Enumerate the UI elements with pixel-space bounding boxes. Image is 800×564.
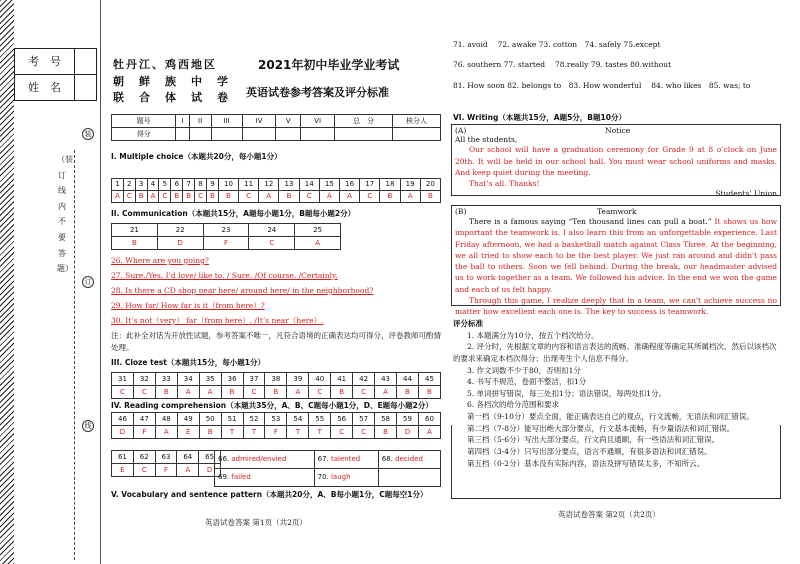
q-number-cell: 60 bbox=[418, 413, 440, 426]
grading-item: 3. 作文词数不少于80，否则扣1分 bbox=[467, 365, 581, 375]
writing-a-greeting: All the students, bbox=[455, 135, 518, 144]
q-number-cell: 19 bbox=[400, 179, 420, 191]
writing-a-box bbox=[451, 124, 781, 199]
q-number-cell: 57 bbox=[353, 413, 375, 426]
writing-a-label: (A) bbox=[455, 126, 467, 135]
score-input-cell[interactable] bbox=[276, 128, 301, 141]
school-line: 牡丹江、鸡西地区 bbox=[113, 58, 217, 71]
q-answer-cell: B bbox=[135, 191, 147, 203]
answers-row-3: 81. How soon 82. belongs to 83. How wonderful 84. who likes 85. was; to bbox=[453, 80, 751, 90]
word-70: 70. laugh bbox=[314, 469, 378, 487]
q-number-cell: 31 bbox=[112, 373, 134, 386]
q-answer-cell: T bbox=[221, 426, 243, 439]
q-answer-cell: B bbox=[207, 191, 219, 203]
section-1-title: I. Multiple choice（本题共20分，每小题1分） bbox=[111, 152, 282, 161]
q-number-cell: 2 bbox=[123, 179, 135, 191]
q-answer-cell: D bbox=[112, 426, 134, 439]
q-number-cell: 44 bbox=[396, 373, 418, 386]
page-1-footer: 英语试卷答案 第1页（共2页） bbox=[205, 518, 307, 527]
q-number-cell: 63 bbox=[155, 451, 177, 464]
q-answer-cell: B bbox=[375, 426, 397, 439]
q-answer-cell: A bbox=[177, 464, 199, 477]
writing-a-sign: Students’ Union bbox=[715, 189, 777, 199]
grading-item: 第二档（7-8分）能写出绝大部分要点，行文基本流畅，有少量语法和词汇错误。 bbox=[467, 423, 735, 433]
q-number-cell: 17 bbox=[360, 179, 380, 191]
section-4e-table bbox=[111, 450, 221, 477]
margin-border bbox=[100, 0, 101, 564]
q-answer-cell: T bbox=[243, 426, 265, 439]
score-header-cell: IV bbox=[242, 115, 276, 128]
q-answer-cell: C bbox=[123, 191, 135, 203]
hatch-strip bbox=[0, 0, 14, 564]
grading-item: 2. 评分时，先根据文章的内容和语言表达的流畅、准确程度等确定其所属档次，然后以该档次的要求来确定本档次得分；出现考生个人信息不得分。 bbox=[453, 342, 777, 363]
q-answer-cell: A bbox=[339, 191, 359, 203]
grading-frame bbox=[451, 425, 781, 499]
writing-b-paragraph-1: There is a famous saying “Ten thousand lines can pull a boat.” It shows us how important the teamwork is. I also learn this from an unforgettable experience. Last Friday afternoon, we had a basketball match against Class Three. At the beginning, we all tried to show each to be the best player. We just ran around and didn't pass the ball to others. Soon we fell behind. During the break, our headmaster advised us to work together as a team. We followed his advice. In the end we won the game and each of us felt happy. bbox=[455, 217, 777, 294]
score-input-cell[interactable] bbox=[176, 128, 189, 141]
q-answer-cell: T bbox=[309, 426, 331, 439]
q-number-cell: 34 bbox=[177, 373, 199, 386]
q-number-cell: 61 bbox=[112, 451, 134, 464]
score-header-cell: VI bbox=[301, 115, 335, 128]
section-3-table bbox=[111, 372, 441, 399]
writing-a-body: Our school will have a graduation ceremony for Grade 9 at 8 o’clock on June 20th. It will be held in our school hall. You must wear school uniforms and masks. And keep quiet during the meeting. bbox=[455, 145, 777, 177]
q-answer-cell: T bbox=[287, 426, 309, 439]
grading-item: 1. 本题满分为10分，按五个档次给分。 bbox=[467, 330, 599, 340]
section-4-table bbox=[111, 412, 441, 439]
q-number-cell: 24 bbox=[249, 224, 295, 237]
q-number-cell: 36 bbox=[221, 373, 243, 386]
q-answer-cell: A bbox=[199, 386, 221, 399]
school-block bbox=[113, 57, 230, 107]
q-number-cell: 16 bbox=[339, 179, 359, 191]
score-input-cell[interactable] bbox=[211, 128, 242, 141]
grading-item: 5. 单词拼写错误，每三处扣1分；语法错误，每两处扣1分。 bbox=[467, 388, 667, 398]
q-number-cell: 25 bbox=[295, 224, 341, 237]
answer-27: 27. Sure./Yes, I’d love/ like to. / Sure. /Of course. /Certainly. bbox=[111, 271, 338, 280]
grading-item: 第五档（0-2分）基本没有实际内容，语法及拼写错误太多，不知所云。 bbox=[467, 458, 705, 468]
q-answer-cell: B bbox=[331, 386, 353, 399]
section-5-title: V. Vocabulary and sentence pattern（本题共20分，A、B每小题1分，C题每空1分） bbox=[111, 490, 428, 499]
q-number-cell: 38 bbox=[265, 373, 287, 386]
q-answer-cell: F bbox=[133, 426, 155, 439]
q-answer-cell: C bbox=[360, 191, 380, 203]
q-answer-cell: D bbox=[199, 464, 221, 477]
q-number-cell: 32 bbox=[133, 373, 155, 386]
q-answer-cell: B bbox=[279, 191, 299, 203]
answer-29: 29. How far/ How far is it（from here）? bbox=[111, 301, 265, 310]
q-answer-cell: A bbox=[400, 191, 420, 203]
word-66: 66. admired/envied bbox=[215, 451, 315, 469]
section-2-title: II. Communication（本题共15分，A题每小题1分，B题每小题2分） bbox=[111, 209, 356, 218]
section-5-answers bbox=[453, 40, 783, 90]
q-number-cell: 18 bbox=[380, 179, 400, 191]
writing-b-label: (B) bbox=[455, 207, 467, 216]
q-number-cell: 23 bbox=[203, 224, 249, 237]
q-answer-cell: A bbox=[177, 386, 199, 399]
q-answer-cell: A bbox=[287, 386, 309, 399]
q-answer-cell: B bbox=[183, 191, 195, 203]
q-answer-cell: C bbox=[331, 426, 353, 439]
q-answer-cell: E bbox=[112, 464, 134, 477]
q-answer-cell: B bbox=[218, 191, 238, 203]
score-header-cell: 题号 bbox=[112, 115, 176, 128]
q-number-cell: 58 bbox=[375, 413, 397, 426]
q-answer-cell: B bbox=[396, 386, 418, 399]
q-number-cell: 8 bbox=[195, 179, 207, 191]
q-answer-cell: B bbox=[418, 386, 440, 399]
q-number-cell: 13 bbox=[279, 179, 299, 191]
writing-b-heading: Teamwork bbox=[597, 207, 637, 216]
grading-item: 第三档（5-6分）写出大部分要点，行文尚且通顺，有一些语法和词汇错误。 bbox=[467, 435, 720, 445]
q-answer-cell: A bbox=[319, 191, 339, 203]
q-number-cell: 11 bbox=[239, 179, 259, 191]
page-title: 2021年初中毕业学业考试 bbox=[258, 58, 400, 72]
q-answer-cell: A bbox=[259, 191, 279, 203]
q-answer-cell: A bbox=[112, 191, 124, 203]
section-2-note: 注：此补全对话为开放性试题，参考答案不唯一，凡符合语境的正确表达均可得分，评卷教师可酌情处理。 bbox=[111, 331, 441, 352]
name-field[interactable] bbox=[75, 75, 97, 101]
q-number-cell: 46 bbox=[112, 413, 134, 426]
q-answer-cell: C bbox=[309, 386, 331, 399]
score-input-cell[interactable] bbox=[242, 128, 276, 141]
binding-warning: （装订线内不要答题） bbox=[57, 155, 73, 274]
q-number-cell: 21 bbox=[112, 224, 158, 237]
q-number-cell: 55 bbox=[309, 413, 331, 426]
page-subtitle: 英语试卷参考答案及评分标准 bbox=[246, 86, 389, 99]
q-answer-cell: B bbox=[112, 237, 158, 250]
q-number-cell: 12 bbox=[259, 179, 279, 191]
school-line: 朝 鲜 族 中 学 bbox=[113, 74, 230, 88]
q-number-cell: 51 bbox=[221, 413, 243, 426]
q-number-cell: 39 bbox=[287, 373, 309, 386]
q-answer-cell: A bbox=[418, 426, 440, 439]
q-number-cell: 45 bbox=[418, 373, 440, 386]
word-67: 67. talented bbox=[314, 451, 378, 469]
q-answer-cell: D bbox=[396, 426, 418, 439]
section-4-title: IV. Reading comprehension（本题共35分，A、B、C题每小题1分，D、E题每小题2分） bbox=[111, 401, 433, 410]
answer-28: 28. Is there a CD shop near here/ around here/ in the neighborhood? bbox=[111, 286, 374, 295]
exam-number-label: 考 号 bbox=[15, 49, 75, 75]
q-answer-cell: C bbox=[239, 191, 259, 203]
q-number-cell: 20 bbox=[420, 179, 440, 191]
word-68: 68. decided bbox=[378, 451, 440, 469]
q-answer-cell: A bbox=[295, 237, 341, 250]
q-number-cell: 41 bbox=[331, 373, 353, 386]
q-answer-cell: B bbox=[155, 386, 177, 399]
q-answer-cell: C bbox=[353, 386, 375, 399]
binding-dashed-line bbox=[74, 150, 75, 560]
q-number-cell: 49 bbox=[177, 413, 199, 426]
q-answer-cell: B bbox=[420, 191, 440, 203]
q-answer-cell: C bbox=[353, 426, 375, 439]
q-answer-cell: A bbox=[155, 426, 177, 439]
section-2-table bbox=[111, 223, 341, 250]
grading-item: 4. 书写不规范，卷面不整洁，扣1分 bbox=[467, 377, 587, 387]
q-answer-cell: C bbox=[249, 237, 295, 250]
empty-cell bbox=[378, 469, 440, 487]
answer-26: 26. Where are you going? bbox=[111, 256, 209, 265]
q-answer-cell: C bbox=[243, 386, 265, 399]
answer-30: 30. It’s not（very） far（from here）. /It’s near（here）. bbox=[111, 316, 324, 325]
q-answer-cell: C bbox=[195, 191, 207, 203]
score-input-cell[interactable] bbox=[335, 128, 393, 141]
q-answer-cell: C bbox=[159, 191, 171, 203]
word-69: 69. failed bbox=[215, 469, 315, 487]
q-answer-cell: E bbox=[177, 426, 199, 439]
score-input-cell[interactable] bbox=[301, 128, 335, 141]
q-number-cell: 56 bbox=[331, 413, 353, 426]
q-number-cell: 50 bbox=[199, 413, 221, 426]
q-number-cell: 47 bbox=[133, 413, 155, 426]
q-answer-cell: A bbox=[147, 191, 159, 203]
q-number-cell: 4 bbox=[147, 179, 159, 191]
score-input-cell[interactable] bbox=[393, 128, 441, 141]
q-answer-cell: F bbox=[155, 464, 177, 477]
answers-row-1: 71. avoid 72. awake 73. cotton 74. safely 75.except bbox=[453, 40, 661, 49]
q-number-cell: 48 bbox=[155, 413, 177, 426]
section-3-title: III. Cloze test（本题共15分，每小题1分） bbox=[111, 358, 265, 367]
writing-a-thanks: That’s all. Thanks! bbox=[469, 179, 540, 189]
q-answer-cell: B bbox=[380, 191, 400, 203]
q-number-cell: 15 bbox=[319, 179, 339, 191]
q-answer-cell: C bbox=[133, 386, 155, 399]
section-6-title: VI. Writing（本题共15分，A题5分，B题10分） bbox=[453, 113, 626, 122]
q-number-cell: 62 bbox=[133, 451, 155, 464]
binding-mark-zhuang: 装 bbox=[82, 128, 94, 140]
q-number-cell: 42 bbox=[353, 373, 375, 386]
q-number-cell: 53 bbox=[265, 413, 287, 426]
grading-item: 6. 各档次的给分范围和要求 bbox=[467, 400, 560, 410]
school-line: 联 合 体 试 卷 bbox=[113, 91, 230, 104]
exam-number-field[interactable] bbox=[75, 49, 97, 75]
q-answer-cell: B bbox=[171, 191, 183, 203]
score-row-label: 得分 bbox=[112, 128, 176, 141]
q-answer-cell: B bbox=[221, 386, 243, 399]
q-number-cell: 9 bbox=[207, 179, 219, 191]
grading-item: 第一档（9-10分）要点全面，能正确表达自己的观点，行文流畅，无语法和词汇错误。 bbox=[467, 412, 754, 421]
q-answer-cell: C bbox=[133, 464, 155, 477]
q-answer-cell: C bbox=[112, 386, 134, 399]
q-number-cell: 3 bbox=[135, 179, 147, 191]
q-number-cell: 5 bbox=[159, 179, 171, 191]
q-number-cell: 33 bbox=[155, 373, 177, 386]
q-number-cell: 54 bbox=[287, 413, 309, 426]
q-number-cell: 40 bbox=[309, 373, 331, 386]
q-answer-cell: F bbox=[265, 426, 287, 439]
grading-title: 评分标准 bbox=[453, 319, 483, 328]
score-header-cell: III bbox=[211, 115, 242, 128]
score-input-cell[interactable] bbox=[189, 128, 211, 141]
writing-b-paragraph-2: Through this game, I realize deeply that in a team, we can't achieve success no matter how excellent each one is. The key to success is teamwork. bbox=[455, 295, 777, 316]
score-header-cell: 核分人 bbox=[393, 115, 441, 128]
q-answer-cell: C bbox=[299, 191, 319, 203]
binding-margin bbox=[0, 0, 100, 564]
q-answer-cell: D bbox=[157, 237, 203, 250]
q-number-cell: 10 bbox=[218, 179, 238, 191]
q-answer-cell: B bbox=[265, 386, 287, 399]
name-label: 姓 名 bbox=[15, 75, 75, 101]
writing-a-heading: Notice bbox=[605, 126, 631, 135]
score-header-cell: V bbox=[276, 115, 301, 128]
q-answer-cell: F bbox=[203, 237, 249, 250]
q-number-cell: 6 bbox=[171, 179, 183, 191]
q-number-cell: 65 bbox=[199, 451, 221, 464]
score-header-cell: 总 分 bbox=[335, 115, 393, 128]
writing-b-box bbox=[451, 205, 781, 316]
id-table bbox=[14, 48, 97, 101]
binding-mark-ding: 订 bbox=[82, 276, 94, 288]
q-answer-cell: B bbox=[199, 426, 221, 439]
q-number-cell: 1 bbox=[112, 179, 124, 191]
q-number-cell: 43 bbox=[375, 373, 397, 386]
q-number-cell: 52 bbox=[243, 413, 265, 426]
q-number-cell: 7 bbox=[183, 179, 195, 191]
q-number-cell: 22 bbox=[157, 224, 203, 237]
score-header-cell: II bbox=[189, 115, 211, 128]
section-1-table bbox=[111, 178, 441, 203]
q-answer-cell: A bbox=[375, 386, 397, 399]
page-2-footer: 英语试卷答案 第2页（共2页） bbox=[558, 510, 660, 519]
answers-row-2: 76. southern 77. started 78.really 79. tastes 80.without bbox=[453, 60, 672, 70]
score-table bbox=[111, 114, 441, 141]
q-number-cell: 37 bbox=[243, 373, 265, 386]
grading-item: 第四档（3-4分）只写出部分要点，语言不通顺，有很多语法和词汇错误。 bbox=[467, 446, 712, 456]
q-number-cell: 14 bbox=[299, 179, 319, 191]
section-4-words-table bbox=[214, 450, 441, 487]
score-header-cell: I bbox=[176, 115, 189, 128]
q-number-cell: 59 bbox=[396, 413, 418, 426]
q-number-cell: 35 bbox=[199, 373, 221, 386]
binding-mark-xian: 线 bbox=[82, 420, 94, 432]
q-number-cell: 64 bbox=[177, 451, 199, 464]
